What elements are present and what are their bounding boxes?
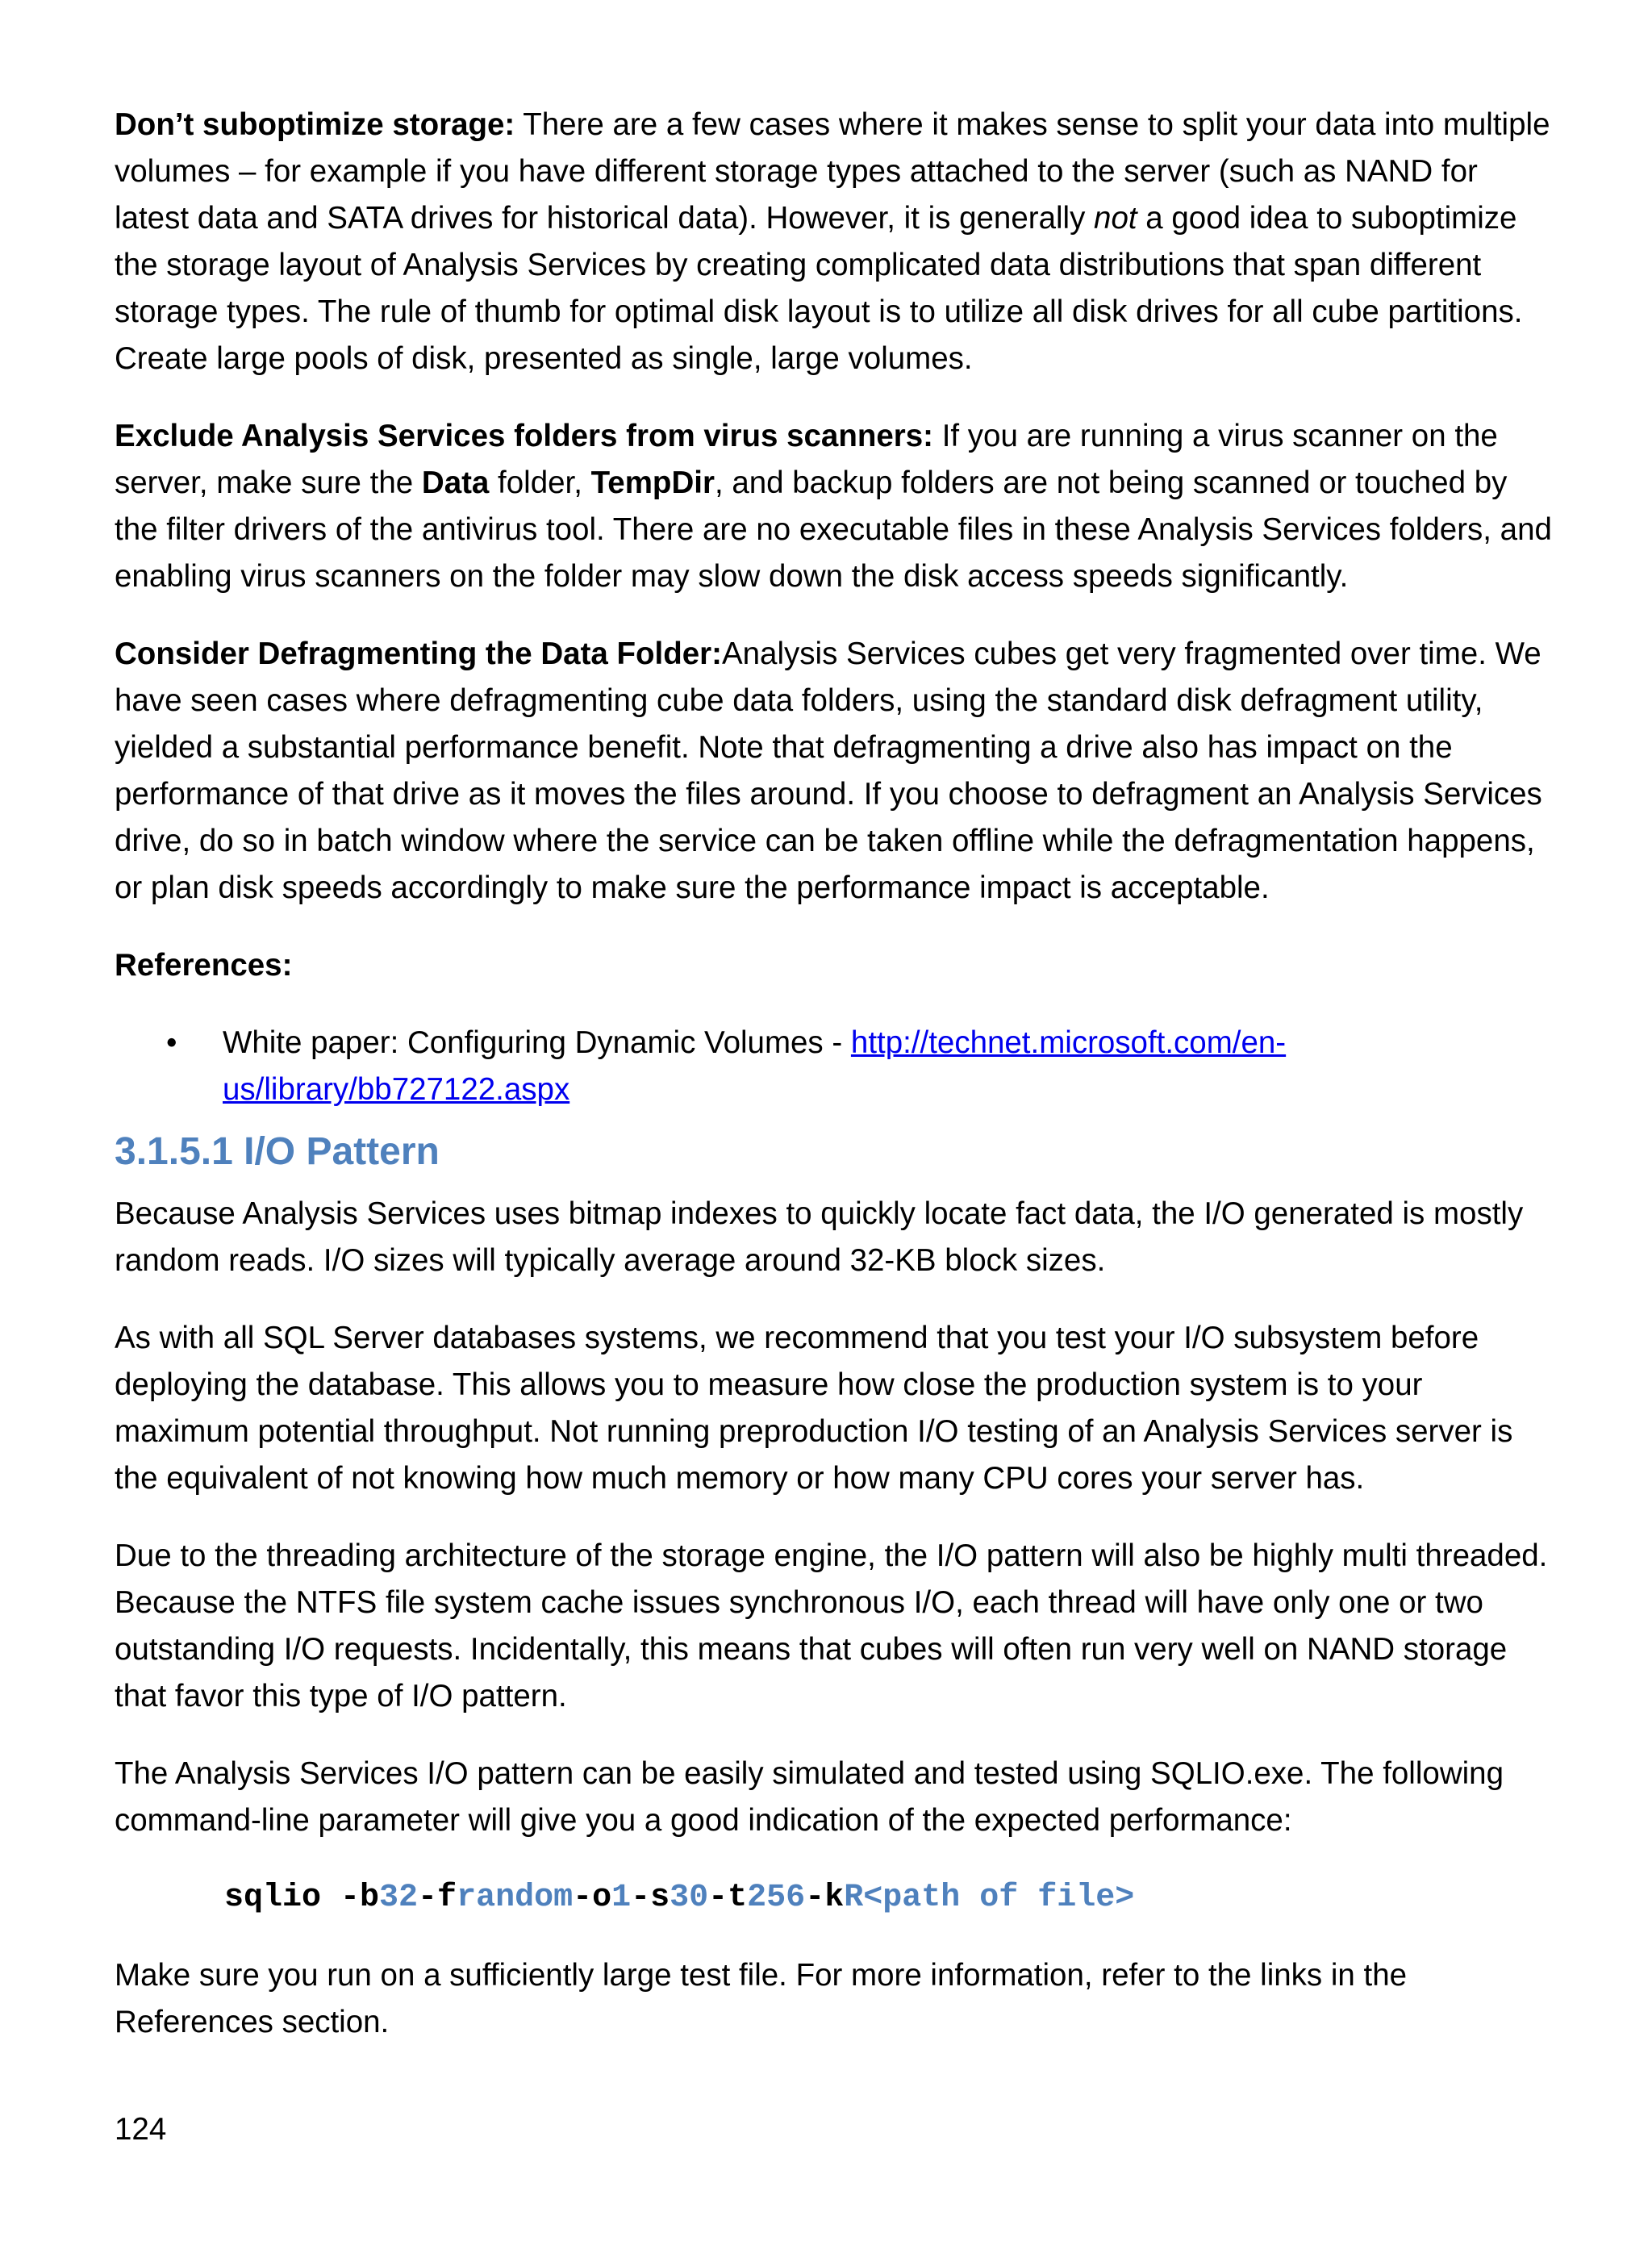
paragraph: Due to the threading architecture of the storage engine, the I/O pattern will also be highly multi threaded. Because the NTFS file system cache issues synchronous I/O, each thread will have only one or two outstanding I/O requests. Incidentally, this means that cubes will often run very well on NAND storage that favor this type of I/O pattern. bbox=[115, 1538, 1548, 1713]
list-item: • White paper: Configuring Dynamic Volumes - http://technet.microsoft.com/en-us/library/bb727122.aspx bbox=[115, 1020, 1558, 1113]
section-heading: 3.1.5.1 I/O Pattern bbox=[115, 1130, 440, 1173]
bullet-icon: • bbox=[166, 1025, 177, 1060]
paragraph: Because Analysis Services uses bitmap indexes to quickly locate fact data, the I/O generated is mostly random reads. I/O sizes will typically average around 32-KB block sizes. bbox=[115, 1196, 1524, 1278]
paragraph-title: Exclude Analysis Services folders from virus scanners: bbox=[115, 419, 934, 453]
document-page bbox=[115, 102, 1558, 2046]
paragraph-title: Don’t suboptimize storage: bbox=[115, 107, 515, 142]
references-list bbox=[115, 1020, 1558, 1113]
paragraph-title: Consider Defragmenting the Data Folder: bbox=[115, 637, 722, 671]
paragraph-closing: Make sure you run on a sufficiently large test file. For more information, refer to the links in the References section. bbox=[115, 1958, 1408, 2039]
paragraph-storage: Don’t suboptimize storage: There are a few cases where it makes sense to split your data into multiple volumes – for example if you have different storage types attached to the server (such as NAND for latest data and SATA drives for historical data). However, it is generally not a good idea to suboptimize the storage layout of Analysis Services by creating complicated data distributions that span different storage types. The rule of thumb for optimal disk layout is to utilize all disk drives for all cube partitions. Create large pools of disk, presented as single, large volumes. bbox=[115, 107, 1550, 376]
reference-link[interactable]: http://technet.microsoft.com/en-us/library/bb727122.aspx bbox=[223, 1025, 1287, 1107]
paragraph: As with all SQL Server databases systems, we recommend that you test your I/O subsystem before deploying the database. This allows you to measure how close the production system is to your maximum potential throughput. Not running preproduction I/O testing of an Analysis Services server is the equivalent of not knowing how much memory or how many CPU cores your server has. bbox=[115, 1321, 1513, 1496]
paragraph-virus-scanners: Exclude Analysis Services folders from virus scanners: If you are running a virus scanner on the server, make sure the Data folder, TempDir, and backup folders are not being scanned or touched by the filter drivers of the antivirus tool. There are no executable files in these Analysis Services folders, and enabling virus scanners on the folder may slow down the disk access speeds significantly. bbox=[115, 419, 1552, 594]
paragraph: The Analysis Services I/O pattern can be easily simulated and tested using SQLIO.exe. The following command-line parameter will give you a good indication of the expected performance: bbox=[115, 1756, 1504, 1838]
command-line-example: sqlio -b32-frandom-o1-s30-t256-kR<path of file> bbox=[224, 1880, 1135, 1916]
paragraph-defragmenting: Consider Defragmenting the Data Folder:Analysis Services cubes get very fragmented over time. We have seen cases where defragmenting cube data folders, using the standard disk defragment utility, yielded a substantial performance benefit. Note that defragmenting a drive also has impact on the performance of that drive as it moves the files around. If you choose to defragment an Analysis Services drive, do so in batch window where the service can be taken offline while the defragmentation happens, or plan disk speeds accordingly to make sure the performance impact is acceptable. bbox=[115, 637, 1542, 905]
page-number: 124 bbox=[115, 2112, 167, 2147]
references-heading: References: bbox=[115, 948, 293, 983]
